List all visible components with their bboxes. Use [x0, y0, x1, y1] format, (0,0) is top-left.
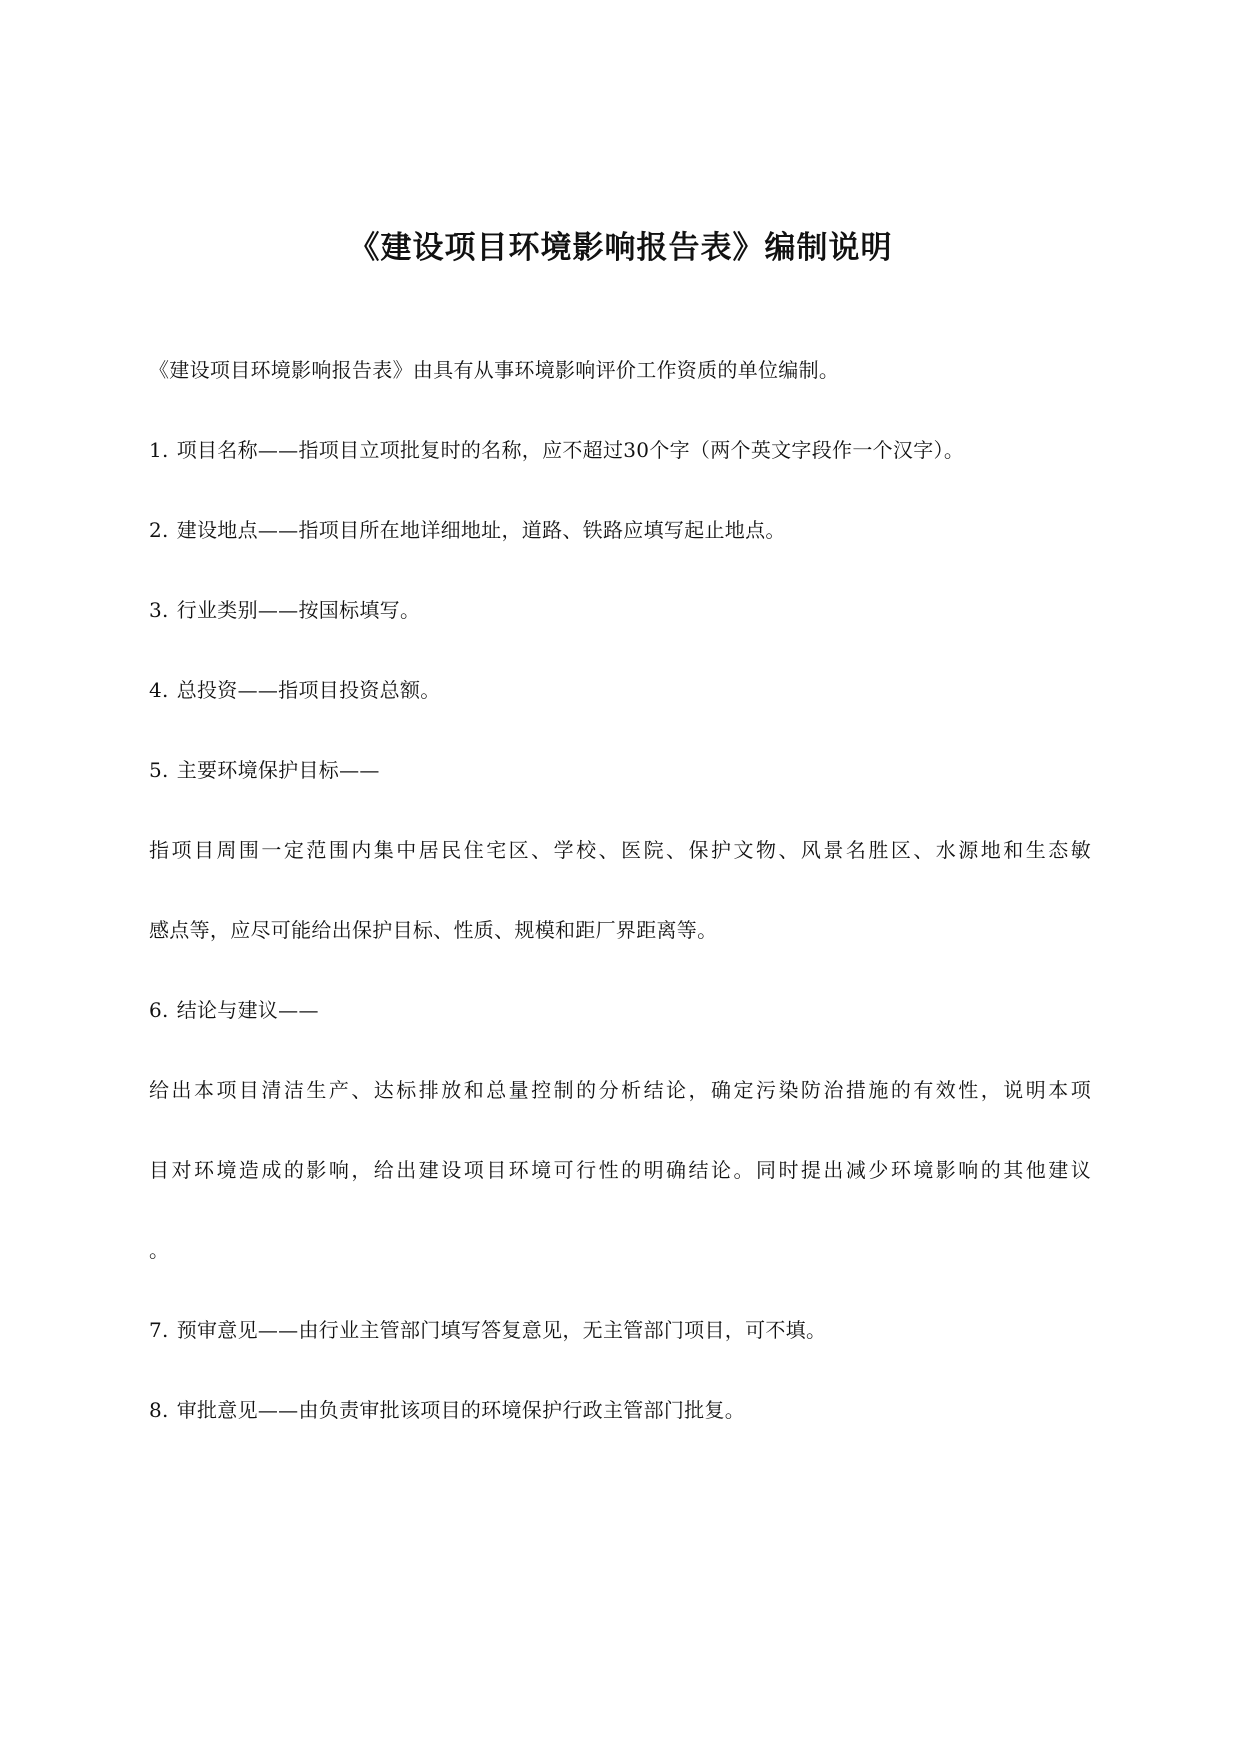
item-6: [149, 996, 319, 1024]
item-6-number: 6.: [149, 998, 169, 1022]
item-4-number: 4.: [149, 678, 169, 702]
item-7-text: 预审意见——由行业主管部门填写答复意见，无主管部门项目，可不填。: [176, 1318, 827, 1342]
item-2: [149, 516, 786, 544]
item-5-body-line-2: 感点等，应尽可能给出保护目标、性质、规模和距厂界距离等。: [149, 918, 718, 942]
item-3-text: 行业类别——按国标填写。: [176, 598, 421, 622]
item-5-number: 5.: [149, 758, 169, 782]
item-2-text: 建设地点——指项目所在地详细地址，道路、铁路应填写起止地点。: [176, 518, 786, 542]
intro-paragraph: 《建设项目环境影响报告表》由具有从事环境影响评价工作资质的单位编制。: [149, 358, 840, 382]
item-4-text: 总投资——指项目投资总额。: [176, 678, 441, 702]
item-6-body-line-3: 。: [149, 1238, 170, 1262]
item-3: [149, 596, 420, 624]
item-4: [149, 676, 441, 704]
item-7-number: 7.: [149, 1318, 169, 1342]
item-5: [149, 756, 380, 784]
item-2-number: 2.: [149, 518, 169, 542]
item-6-body-line-2: 目对环境造成的影响，给出建设项目环境可行性的明确结论。同时提出减少环境影响的其他建议: [149, 1158, 1091, 1182]
item-3-number: 3.: [149, 598, 169, 622]
item-1-text: 项目名称——指项目立项批复时的名称，应不超过30个字（两个英文字段作一个汉字）。: [176, 438, 965, 462]
item-5-text: 主要环境保护目标——: [176, 758, 380, 782]
item-7: [149, 1316, 826, 1344]
item-8-text: 审批意见——由负责审批该项目的环境保护行政主管部门批复。: [176, 1398, 746, 1422]
item-8: [149, 1396, 745, 1424]
item-6-text: 结论与建议——: [176, 998, 319, 1022]
item-1-number: 1.: [149, 438, 169, 462]
item-1: [149, 436, 964, 464]
item-8-number: 8.: [149, 1398, 169, 1422]
document-title: 《建设项目环境影响报告表》编制说明: [348, 230, 893, 266]
item-5-body-line-1: 指项目周围一定范围内集中居民住宅区、学校、医院、保护文物、风景名胜区、水源地和生态敏: [149, 838, 1091, 862]
item-6-body-line-1: 给出本项目清洁生产、达标排放和总量控制的分析结论，确定污染防治措施的有效性，说明本项: [149, 1078, 1091, 1102]
